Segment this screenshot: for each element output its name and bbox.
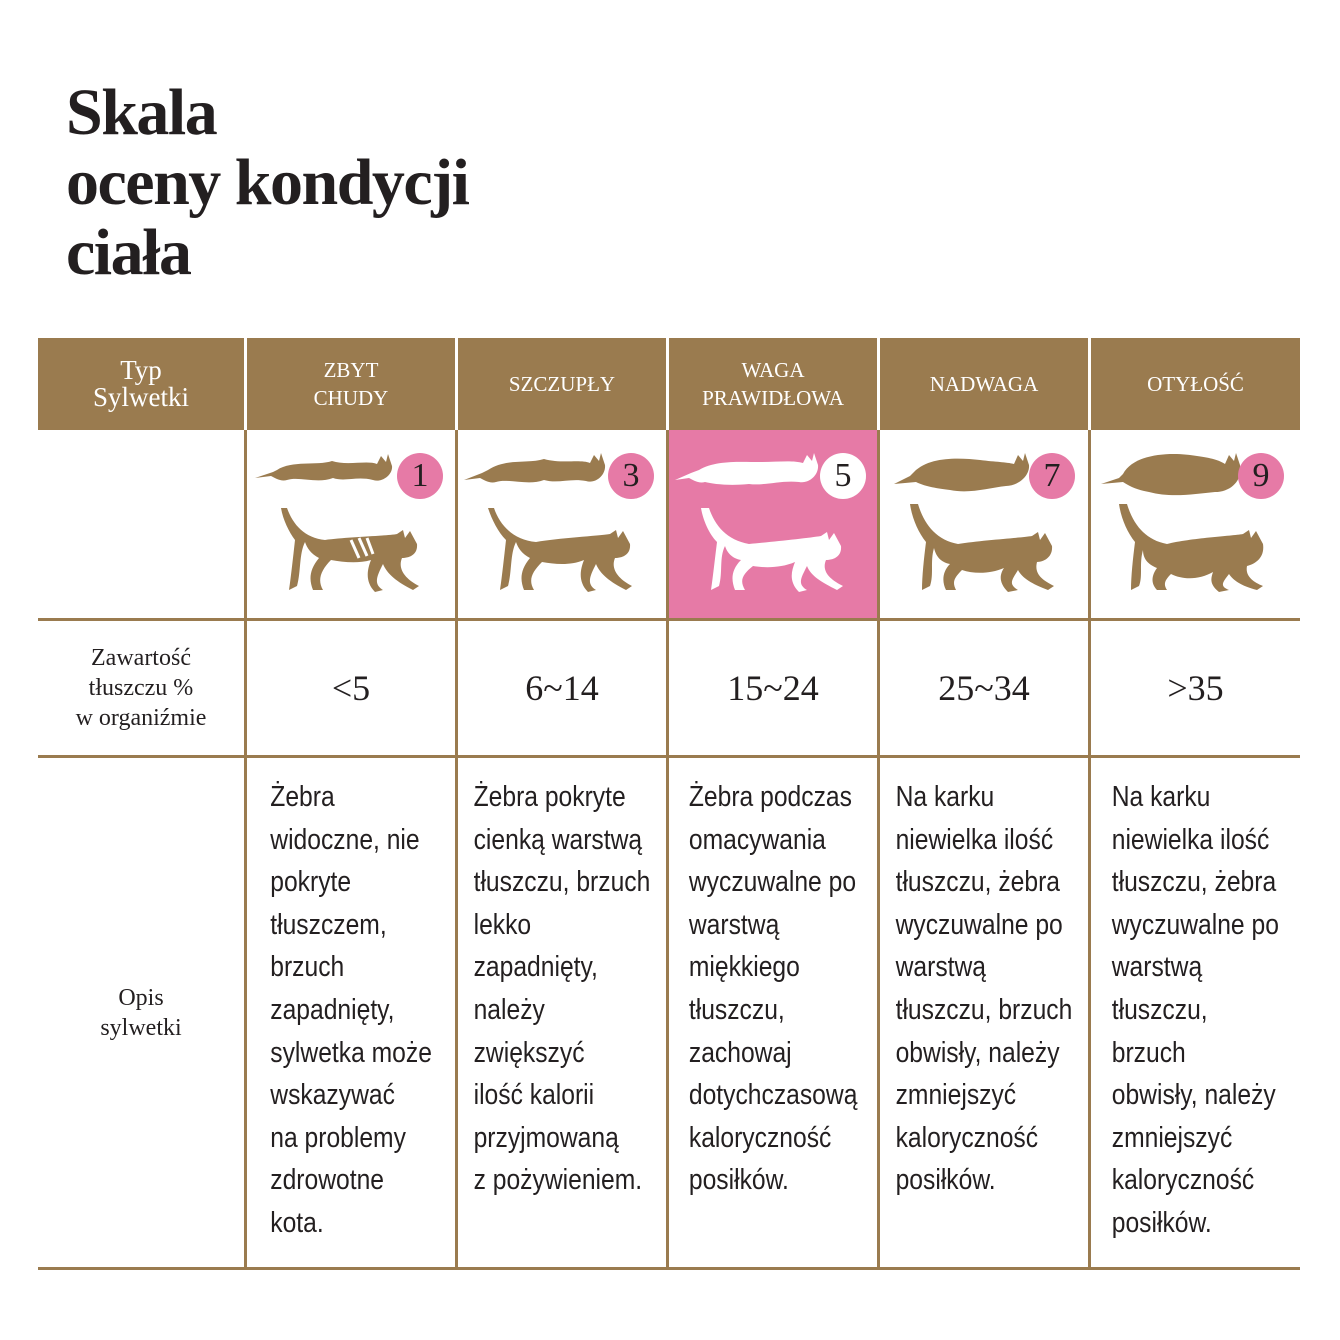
fat-value: 6~14 bbox=[525, 668, 599, 708]
score-badge: 1 bbox=[397, 453, 443, 499]
score-badge: 3 bbox=[608, 453, 654, 499]
fat-value: >35 bbox=[1167, 668, 1224, 708]
score-badge: 5 bbox=[820, 453, 866, 499]
row-label-description: Opis sylwetki bbox=[100, 984, 182, 1041]
header-cell-thin: SZCZUPŁY bbox=[458, 338, 666, 430]
header-cell-overweight: NADWAGA bbox=[880, 338, 1088, 430]
description-text: Żebra pokryte cienką warstwą tłuszczu, brzuch lekko zapadnięty, należy zwiększyć ilość kalorii przyjmowaną z pożywieniem. bbox=[473, 781, 651, 1197]
header-cell-obese: OTYŁOŚĆ bbox=[1091, 338, 1300, 430]
description-cell bbox=[669, 758, 877, 1268]
fat-value: <5 bbox=[331, 668, 371, 708]
score-badge: 9 bbox=[1238, 453, 1284, 499]
header-cell-very-thin: ZBYT CHUDY bbox=[247, 338, 455, 430]
cat-thin-icon bbox=[464, 453, 605, 483]
description-text: Żebra widoczne, nie pokryte tłuszczem, brzuch zapadnięty, sylwetka może wskazywać na problemy zdrowotne kota. bbox=[270, 781, 432, 1239]
row-label-fat: Zawartość tłuszczu % w organiźmie bbox=[75, 645, 207, 731]
cat-overweight-icon bbox=[894, 453, 1029, 491]
header-cell-ideal: WAGA PRAWIDŁOWA bbox=[669, 338, 877, 430]
cat-ideal-icon bbox=[675, 453, 818, 485]
page-title bbox=[66, 78, 469, 288]
description-cell bbox=[247, 758, 455, 1268]
description-cell bbox=[458, 758, 666, 1268]
description-text: Na karku niewielka ilość tłuszczu, żebra wyczuwalne po warstwą tłuszczu, brzuch obwisły, należy zmniejszyć kaloryczność posiłków. bbox=[895, 781, 1073, 1197]
title-line: oceny kondycji bbox=[66, 146, 469, 219]
fat-value: 25~34 bbox=[938, 668, 1030, 708]
description-text: Na karku niewielka ilość tłuszczu, żebra wyczuwalne po warstwą tłuszczu, brzuch obwisły, należy zmniejszyć kaloryczność posiłków. bbox=[1111, 781, 1280, 1239]
score-badge: 7 bbox=[1029, 453, 1075, 499]
description-text: Żebra podczas omacywania wyczuwalne po warstwą miękkiego tłuszczu, zachowaj dotychczasową kaloryczność posiłków. bbox=[688, 781, 858, 1197]
fat-value: 15~24 bbox=[727, 668, 819, 708]
cat-very-thin-icon bbox=[255, 454, 392, 481]
description-cell bbox=[880, 758, 1088, 1268]
cat-obese-icon bbox=[1101, 453, 1240, 495]
header-cell-type: Typ Sylwetki bbox=[38, 338, 244, 430]
title-line: ciała bbox=[66, 216, 191, 289]
title-line: Skala bbox=[66, 76, 217, 149]
description-cell bbox=[1091, 758, 1300, 1268]
